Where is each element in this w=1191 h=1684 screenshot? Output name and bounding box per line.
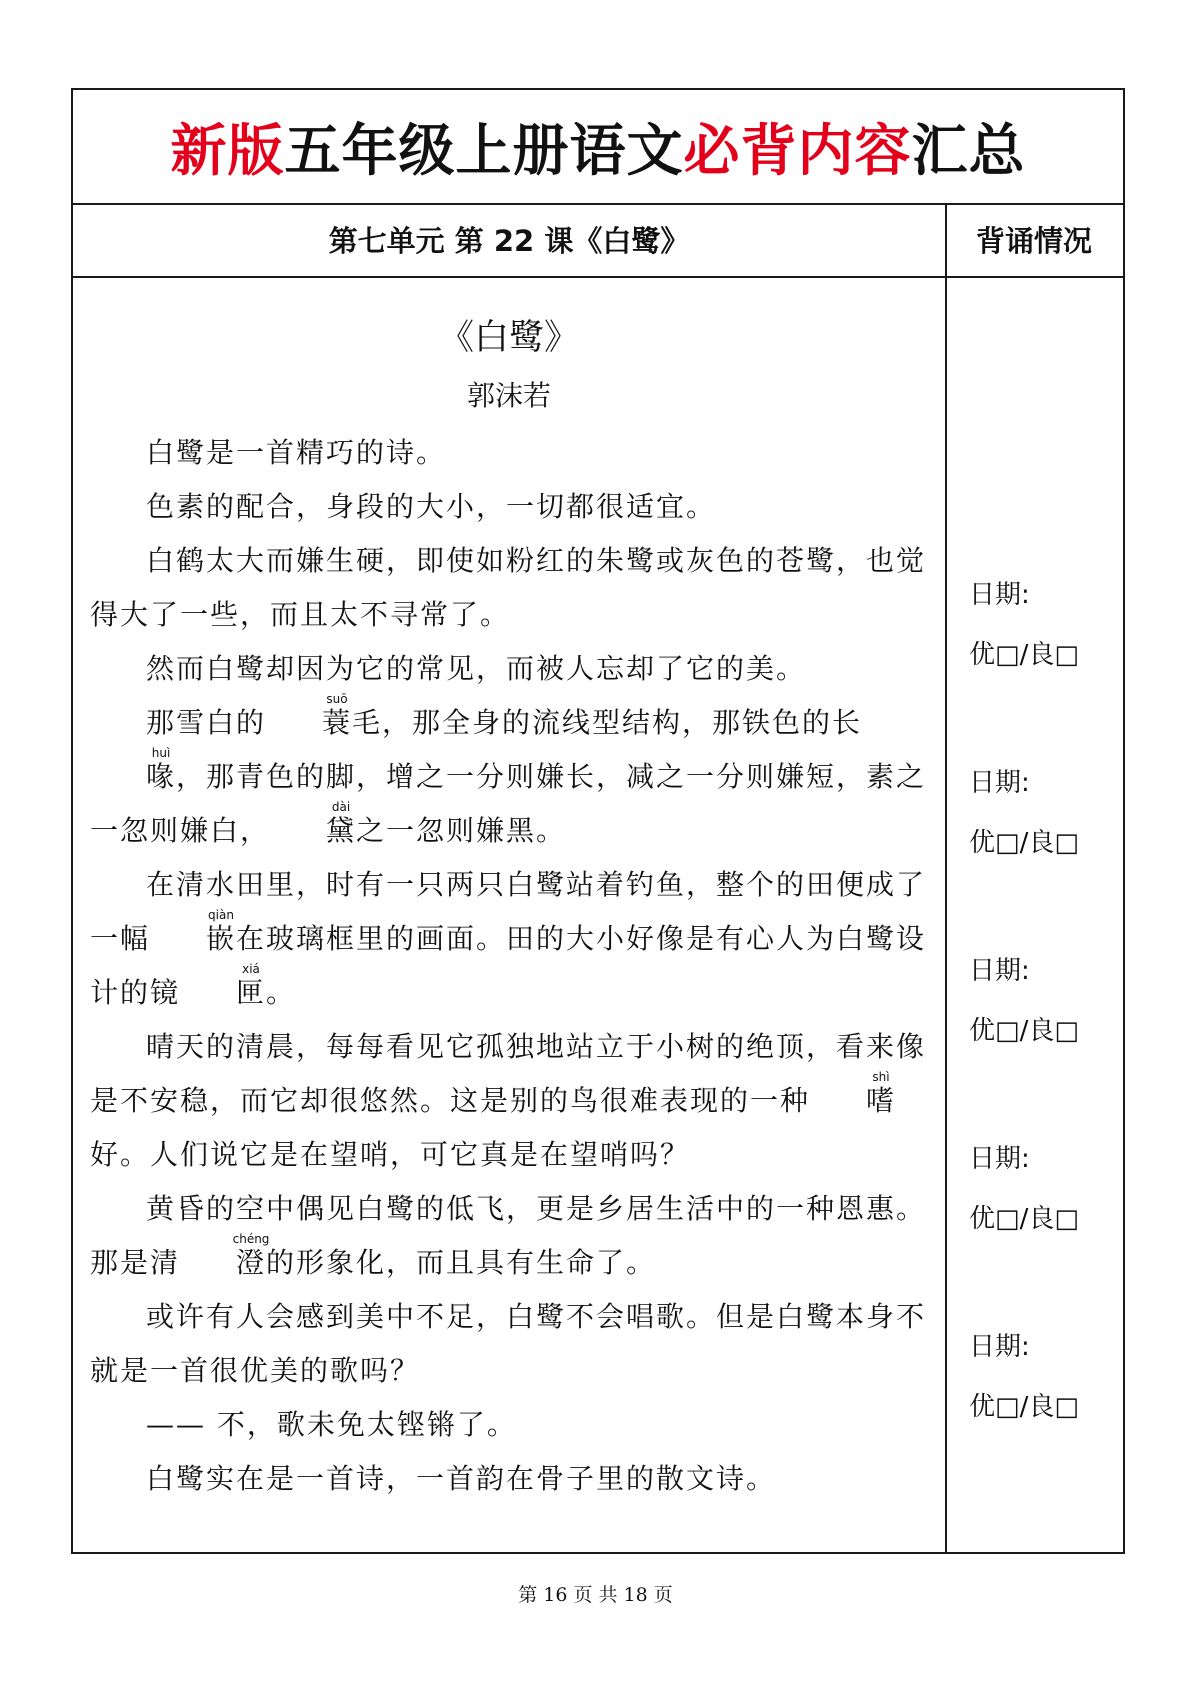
text-run: 那雪白的 — [146, 706, 267, 739]
date-label: 日期: — [969, 580, 1030, 610]
poem-text — [90, 426, 930, 1506]
date-label: 日期: — [969, 768, 1030, 798]
text-run: 黄昏的空中偶见白鹭的低飞，更是乡居生活中的一种恩惠。那是清 — [90, 1192, 927, 1279]
text-run: 毛，那全身的流线型结构，那铁色的长 — [352, 706, 863, 739]
pinyin: dài — [331, 800, 351, 814]
check-entry-5 — [969, 1332, 1079, 1422]
text-run: 在玻璃框里的画面。田的大小好像是有心人为白鹭设计的镜 — [90, 922, 927, 1009]
ruby-xia — [180, 962, 267, 1020]
check-entry-1 — [969, 580, 1079, 670]
pinyin: shì — [872, 1070, 890, 1084]
ruby-shi — [810, 1070, 897, 1128]
ruby-char: 嵌 — [206, 922, 237, 955]
paragraph-10: —— 不，歌未免太铿锵了。 — [146, 1408, 517, 1441]
recitation-status-cell — [947, 278, 1123, 1552]
pinyin: xiá — [242, 962, 260, 976]
paragraph-1: 白鹭是一首精巧的诗。 — [146, 436, 447, 469]
poem-cell — [73, 278, 945, 1552]
title-part-red-1: 新版 — [170, 118, 285, 184]
lesson-heading: 第七单元 第 22 课《白鹭》 — [328, 224, 690, 258]
page-number: 第 16 页 共 18 页 — [518, 1584, 673, 1606]
ruby-suo — [266, 692, 353, 750]
page-title — [171, 107, 1026, 187]
title-part-black-2: 汇总 — [911, 118, 1026, 184]
pinyin: chéng — [232, 1232, 270, 1246]
pinyin: huì — [151, 746, 171, 760]
check-entry-4 — [969, 1144, 1079, 1234]
paragraph-9: 或许有人会感到美中不足，白鹭不会唱歌。但是白鹭本身不就是一首很优美的歌吗？ — [90, 1300, 927, 1387]
text-run: 晴天的清晨，每每看见它孤独地站立于小树的绝顶，看来像是不安稳，而它却很悠然。这是别的鸟很难表现的一种 — [90, 1030, 927, 1117]
ruby-char: 喙 — [146, 760, 177, 793]
date-label: 日期: — [969, 1332, 1030, 1362]
ruby-char: 澄 — [236, 1246, 267, 1279]
paragraph-8 — [90, 1182, 930, 1290]
paragraph-5 — [90, 692, 930, 858]
ruby-char: 黛 — [326, 814, 357, 847]
rating-checkbox[interactable]: 优□/良□ — [969, 828, 1079, 858]
ruby-hui — [90, 746, 177, 804]
check-entry-3 — [969, 956, 1079, 1046]
paragraph-7 — [90, 1020, 930, 1182]
text-run: 在清水田里，时有一只两只白鹭站着钓鱼，整个的田便成了一幅 — [90, 868, 927, 955]
header-row — [73, 203, 1123, 278]
ruby-char: 嗜 — [866, 1084, 897, 1117]
ruby-char: 蓑 — [322, 706, 353, 739]
paragraph-4: 然而白鹭却因为它的常见，而被人忘却了它的美。 — [146, 652, 807, 685]
pinyin: qiàn — [208, 908, 234, 922]
rating-checkbox[interactable]: 优□/良□ — [969, 1204, 1079, 1234]
ruby-cheng — [180, 1232, 270, 1290]
paragraph-6 — [90, 858, 930, 1020]
text-run: 的形象化，而且具有生命了。 — [266, 1246, 657, 1279]
title-part-red-2: 必背内容 — [683, 118, 912, 184]
text-run: 之一忽则嫌黑。 — [356, 814, 567, 847]
title-part-black-1: 五年级上册语文 — [284, 118, 684, 184]
poem-title: 《白鹭》 — [438, 318, 579, 358]
check-entry-2 — [969, 768, 1079, 858]
rating-checkbox[interactable]: 优□/良□ — [969, 1016, 1079, 1046]
text-run: 好。人们说它是在望哨，可它真是在望哨吗？ — [90, 1138, 691, 1171]
title-row — [73, 90, 1123, 205]
paragraph-11: 白鹭实在是一首诗，一首韵在骨子里的散文诗。 — [146, 1462, 777, 1495]
paragraph-3: 白鹤太大而嫌生硬，即使如粉红的朱鹭或灰色的苍鹭，也觉得大了一些，而且太不寻常了。 — [90, 544, 927, 631]
poem-author: 郭沫若 — [466, 379, 551, 412]
ruby-char: 匣 — [236, 976, 267, 1009]
date-label: 日期: — [969, 1144, 1030, 1174]
recitation-status-heading: 背诵情况 — [975, 224, 1092, 258]
rating-checkbox[interactable]: 优□/良□ — [969, 1392, 1079, 1422]
pinyin: suō — [326, 692, 348, 706]
recitation-table — [71, 88, 1125, 1554]
paragraph-2: 色素的配合，身段的大小，一切都很适宜。 — [146, 490, 717, 523]
rating-checkbox[interactable]: 优□/良□ — [969, 640, 1079, 670]
text-run: 。 — [266, 976, 297, 1009]
ruby-dai — [270, 800, 357, 858]
text-run: ，那青色的脚，增之一分则嫌长，减之一分则嫌短，素之一忽则嫌白， — [90, 760, 927, 847]
date-label: 日期: — [969, 956, 1030, 986]
